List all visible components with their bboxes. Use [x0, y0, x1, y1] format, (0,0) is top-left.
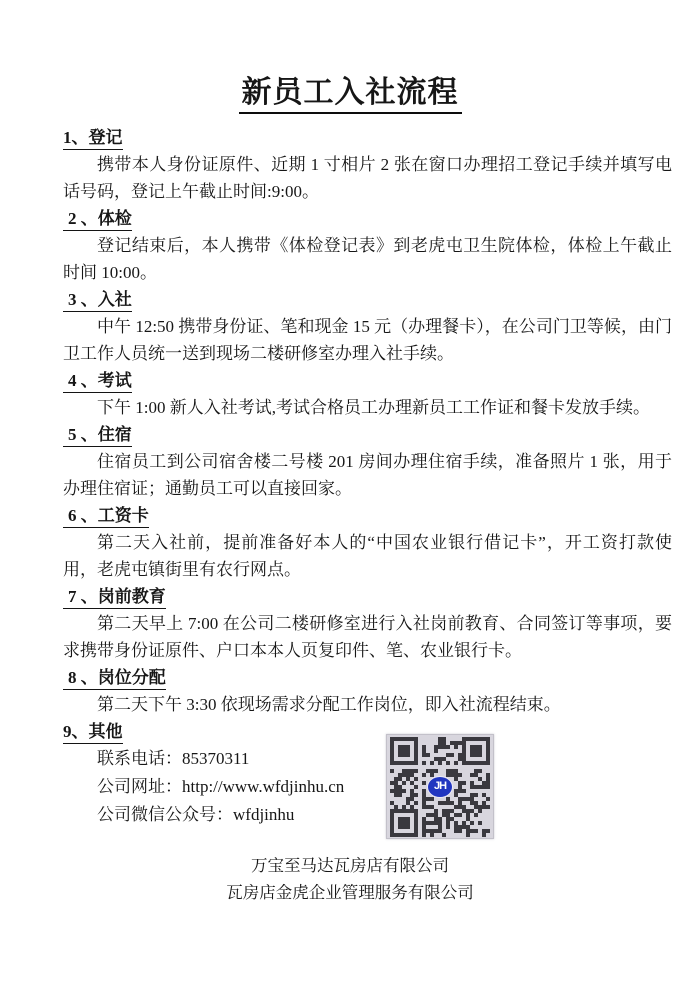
section-heading: 4 、考试 [63, 367, 672, 394]
section-body: 登记结束后，本人携带《体检登记表》到老虎屯卫生院体检，体检上午截止时间 10:00。 [63, 236, 672, 282]
section-job-assignment [63, 664, 672, 718]
section-exam [63, 367, 672, 421]
qr-code [386, 734, 494, 839]
qr-logo-jh-icon: JH [427, 776, 453, 798]
document-body [63, 124, 672, 829]
section-pre-job-training [63, 583, 672, 664]
wechat-account-line: 公司微信公众号：wfdjinhu [97, 805, 295, 824]
footer [0, 852, 700, 906]
section-body: 下午 1:00 新人入社考试,考试合格员工办理新员工工作证和餐卡发放手续。 [97, 398, 650, 417]
section-accommodation [63, 421, 672, 502]
section-body: 第二天下午 3:30 依现场需求分配工作岗位，即入社流程结束。 [97, 695, 561, 714]
section-heading: 5 、住宿 [63, 421, 672, 448]
section-heading: 3 、入社 [63, 286, 672, 313]
section-body: 第二天早上 7:00 在公司二楼研修室进行入社岗前教育、合同签订等事项，要求携带身份证原件、户口本本人页复印件、笔、农业银行卡。 [63, 614, 672, 660]
company-name-1: 万宝至马达瓦房店有限公司 [251, 856, 449, 875]
section-body: 携带本人身份证原件、近期 1 寸相片 2 张在窗口办理招工登记手续并填写电话号码，登记上午截止时间:9:00。 [63, 155, 672, 201]
section-heading: 7 、岗前教育 [63, 583, 672, 610]
section-salary-card [63, 502, 672, 583]
company-name-2: 瓦房店金虎企业管理服务有限公司 [226, 883, 474, 902]
contact-phone-line: 联系电话：85370311 [97, 749, 250, 768]
section-physical-exam [63, 205, 672, 286]
section-body: 中午 12:50 携带身份证、笔和现金 15 元（办理餐卡），在公司门卫等候，由门卫工作人员统一送到现场二楼研修室办理入社手续。 [63, 317, 672, 363]
section-heading: 6 、工资卡 [63, 502, 672, 529]
title-row [0, 0, 700, 114]
section-body: 住宿员工到公司宿舍楼二号楼 201 房间办理住宿手续，准备照片 1 张，用于办理住宿证；通勤员工可以直接回家。 [63, 452, 672, 498]
company-website-line: 公司网址：http://www.wfdjinhu.cn [97, 777, 345, 796]
section-heading: 2 、体检 [63, 205, 672, 232]
section-heading: 8 、岗位分配 [63, 664, 672, 691]
section-body: 第二天入社前，提前准备好本人的“中国农业银行借记卡”，开工资打款使用，老虎屯镇街里有农行网点。 [63, 533, 672, 579]
section-heading: 9、其他 [63, 718, 672, 745]
section-heading: 1、登记 [63, 124, 672, 151]
section-registration [63, 124, 672, 205]
page-title: 新员工入社流程 [239, 74, 462, 114]
section-joining [63, 286, 672, 367]
section-other [63, 718, 672, 829]
